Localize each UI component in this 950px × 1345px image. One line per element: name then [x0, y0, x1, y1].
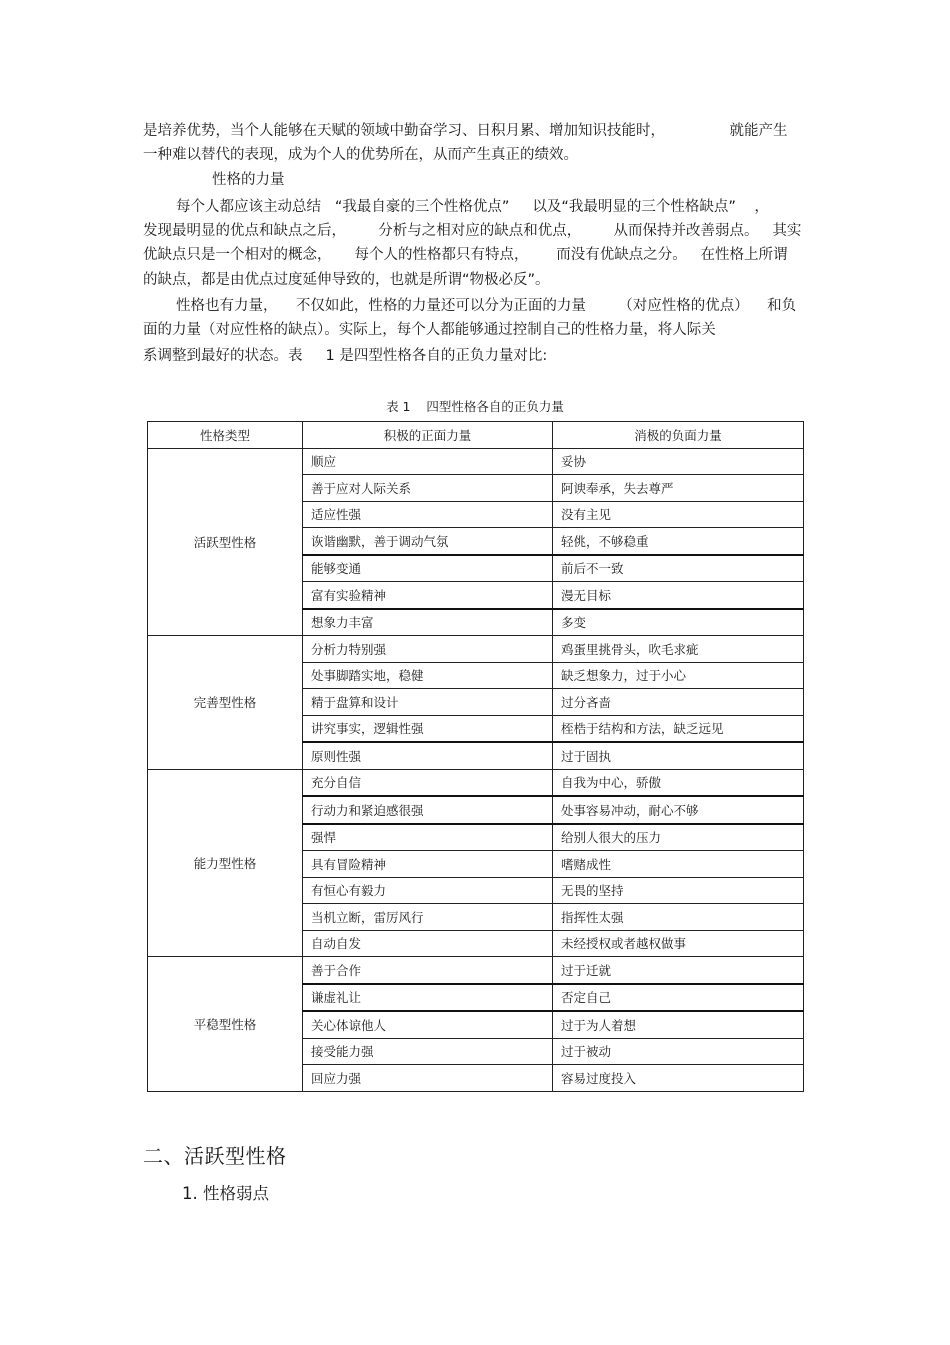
negative-cell: 指挥性太强: [553, 904, 804, 931]
header-positive: 积极的正面力量: [303, 422, 553, 449]
negative-cell: 嗜赌成性: [553, 851, 804, 878]
positive-cell: 处事脚踏实地，稳健: [303, 662, 553, 689]
positive-cell: 想象力丰富: [303, 609, 553, 636]
negative-cell: 容易过度投入: [553, 1065, 804, 1092]
positive-cell: 行动力和紧迫感很强: [303, 796, 553, 824]
personality-type-cell: 活跃型性格: [148, 448, 303, 636]
negative-cell: 过于为人着想: [553, 1011, 804, 1038]
negative-cell: 未经授权或者越权做事: [553, 930, 804, 957]
personality-type-cell: 能力型性格: [148, 769, 303, 957]
paragraph-line: 每个人都应该主动总结 “我最自豪的三个性格优点” 以及“我最明显的三个性格缺点” ，: [176, 199, 769, 215]
personality-power-table: [147, 421, 804, 1092]
negative-cell: 过于被动: [553, 1038, 804, 1065]
negative-cell: 鸡蛋里挑骨头，吹毛求疵: [553, 636, 804, 663]
negative-cell: 给别人很大的压力: [553, 824, 804, 851]
section-heading: 二、活跃型性格: [143, 1144, 287, 1168]
positive-cell: 适应性强: [303, 501, 553, 528]
positive-cell: 顺应: [303, 448, 553, 475]
negative-cell: 轻佻，不够稳重: [553, 528, 804, 555]
negative-cell: 妥协: [553, 448, 804, 475]
positive-cell: 强悍: [303, 824, 553, 851]
positive-cell: 当机立断，雷厉风行: [303, 904, 553, 931]
paragraph-line: 发现最明显的优点和缺点之后， 分析与之相对应的缺点和优点， 从而保持并改善弱点。 其实: [143, 223, 802, 239]
table-row: [148, 957, 804, 984]
paragraph-line: 系调整到最好的状态。表 1 是四型性格各自的正负力量对比:: [143, 348, 548, 364]
header-type: 性格类型: [148, 422, 303, 449]
positive-cell: 诙谐幽默，善于调动气氛: [303, 528, 553, 555]
negative-cell: 过于迁就: [553, 957, 804, 984]
negative-cell: 桎梏于结构和方法，缺乏远见: [553, 715, 804, 742]
negative-cell: 缺乏想象力，过于小心: [553, 662, 804, 689]
positive-cell: 原则性强: [303, 742, 553, 769]
table-caption: 表 1 四型性格各自的正负力量: [386, 399, 564, 414]
positive-cell: 能够变通: [303, 555, 553, 582]
positive-cell: 讲究事实，逻辑性强: [303, 715, 553, 742]
positive-cell: 充分自信: [303, 769, 553, 796]
table-header-row: [148, 422, 804, 449]
paragraph-line: 面的力量（对应性格的缺点）。实际上，每个人都能够通过控制自己的性格力量，将人际关: [143, 322, 716, 338]
positive-cell: 有恒心有毅力: [303, 877, 553, 904]
positive-cell: 关心体谅他人: [303, 1011, 553, 1038]
table-row: [148, 636, 804, 663]
header-negative: 消极的负面力量: [553, 422, 804, 449]
positive-cell: 回应力强: [303, 1065, 553, 1092]
negative-cell: 过于固执: [553, 742, 804, 769]
positive-cell: 分析力特别强: [303, 636, 553, 663]
positive-cell: 谦虚礼让: [303, 984, 553, 1012]
paragraph-line: 优缺点只是一个相对的概念， 每个人的性格都只有特点， 而没有优缺点之分。 在性格上所谓: [143, 247, 788, 263]
paragraph-line: 一种难以替代的表现，成为个人的优势所在，从而产生真正的绩效。: [143, 147, 578, 163]
table-row: [148, 448, 804, 475]
personality-type-cell: 平稳型性格: [148, 957, 303, 1092]
negative-cell: 漫无目标: [553, 582, 804, 609]
negative-cell: 无畏的坚持: [553, 877, 804, 904]
positive-cell: 富有实验精神: [303, 582, 553, 609]
subsection-heading: 1. 性格弱点: [182, 1184, 269, 1203]
negative-cell: 阿谀奉承，失去尊严: [553, 475, 804, 502]
negative-cell: 没有主见: [553, 501, 804, 528]
positive-cell: 自动自发: [303, 930, 553, 957]
personality-type-cell: 完善型性格: [148, 636, 303, 770]
positive-cell: 善于合作: [303, 957, 553, 984]
positive-cell: 具有冒险精神: [303, 851, 553, 878]
negative-cell: 过分吝啬: [553, 689, 804, 716]
negative-cell: 前后不一致: [553, 555, 804, 582]
positive-cell: 精于盘算和设计: [303, 689, 553, 716]
negative-cell: 多变: [553, 609, 804, 636]
table-body: [148, 448, 804, 1091]
negative-cell: 处事容易冲动，耐心不够: [553, 796, 804, 824]
negative-cell: 自我为中心，骄傲: [553, 769, 804, 796]
paragraph-line: 性格也有力量， 不仅如此，性格的力量还可以分为正面的力量 （对应性格的优点） 和负: [176, 298, 797, 314]
paragraph-line: 是培养优势，当个人能够在天赋的领域中勤奋学习、日积月累、增加知识技能时， 就能产生: [143, 123, 788, 139]
section-title-personality-power: 性格的力量: [212, 172, 285, 188]
table-row: [148, 769, 804, 796]
negative-cell: 否定自己: [553, 984, 804, 1012]
paragraph-line: 的缺点，都是由优点过度延伸导致的，也就是所谓“物极必反”。: [143, 272, 550, 288]
positive-cell: 接受能力强: [303, 1038, 553, 1065]
positive-cell: 善于应对人际关系: [303, 475, 553, 502]
